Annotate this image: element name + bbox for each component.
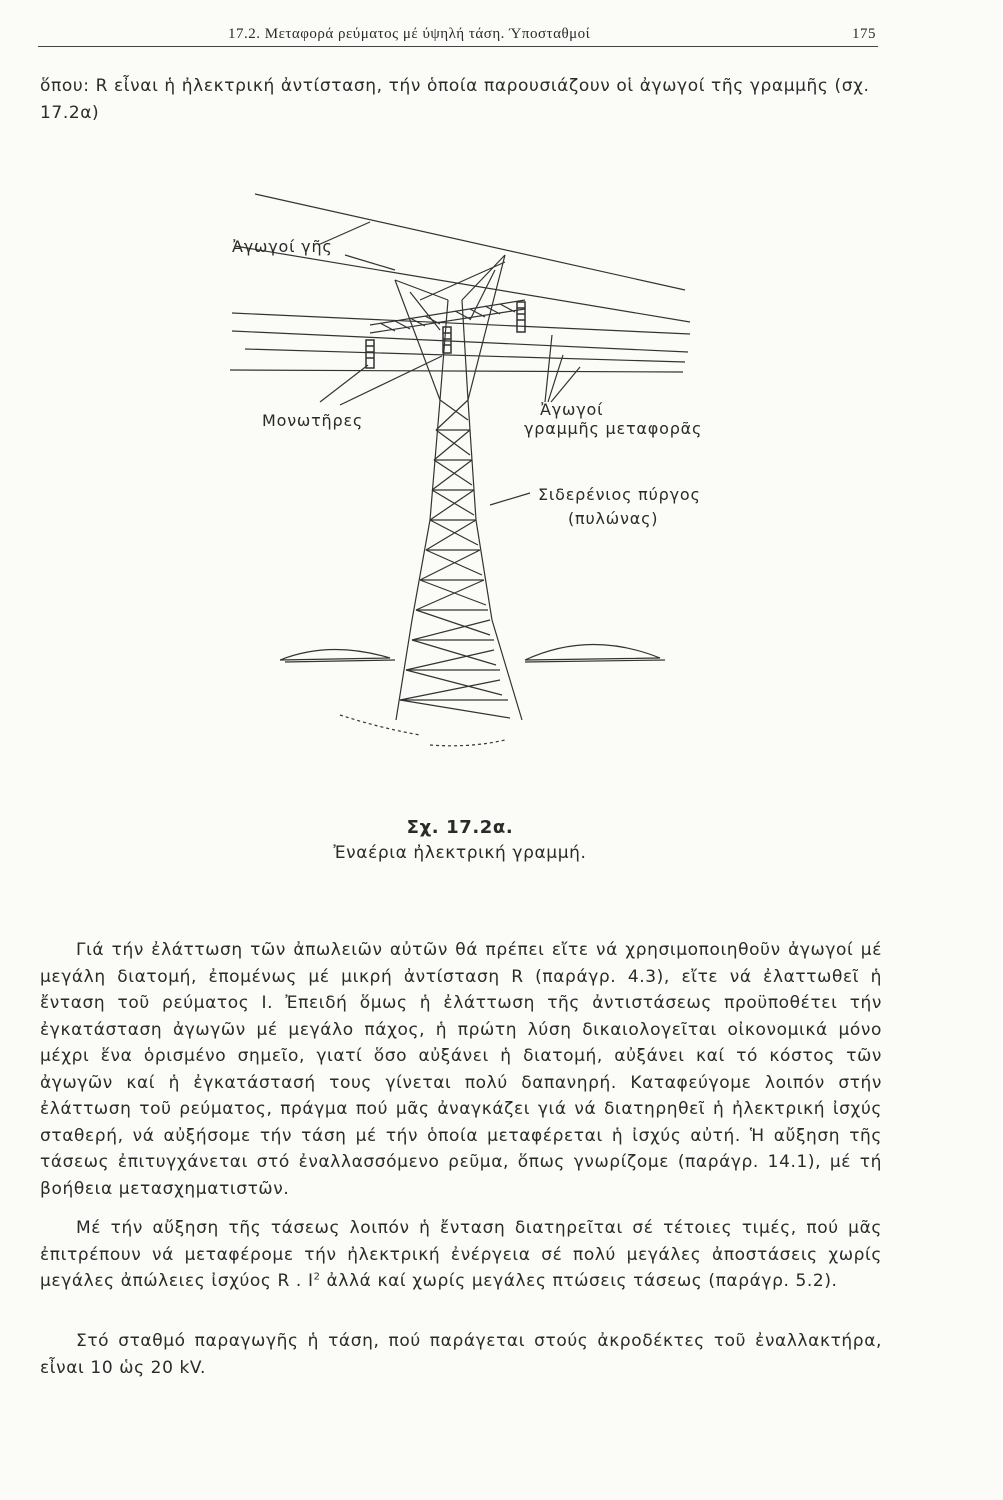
- power-superscript: 2: [313, 1271, 321, 1283]
- label-insulators: Μονωτῆρες: [262, 411, 364, 430]
- label-ground-wires: Ἀγωγοί γῆς: [232, 237, 333, 256]
- label-tower-2: (πυλώνας): [568, 509, 659, 528]
- conductor-line: [232, 313, 690, 334]
- hill-right: [525, 644, 660, 660]
- figure-caption-number: Σχ. 17.2α.: [406, 817, 514, 838]
- label-conductors-2: γραμμῆς μεταφορᾶς: [524, 419, 703, 438]
- insulator: [517, 302, 525, 332]
- hill-left: [280, 649, 390, 660]
- label-conductors-1: Ἀγωγοί: [540, 400, 604, 419]
- header-title: 17.2. Μεταφορά ρεύματος μέ ύψηλή τάση. Ύποσταθμοί: [228, 26, 591, 42]
- page-number: 175: [852, 26, 876, 42]
- conductor-line: [232, 331, 688, 352]
- body-paragraph-2: [40, 1215, 882, 1295]
- insulator: [366, 340, 374, 368]
- paragraph-2-text: Μέ τήν αὔξηση τῆς τάσεως λοιπόν ἡ ἔνταση διατηρεῖται σέ τέτοιες τιμές, πού μᾶς ἐπιτρέπουν νά μεταφέρομε τήν ἠλεκτρική ἐνέργεια σέ πολύ μεγάλες ἀποστάσεις χωρίς μεγάλες ἀπώλειες ἰσχύος R . I: [40, 1218, 882, 1291]
- paragraph-2-text-end: ἀλλά καί χωρίς μεγάλες πτώσεις τάσεως (παράγρ. 5.2).: [320, 1271, 838, 1291]
- body-paragraph-1: Γιά τήν ἐλάττωση τῶν ἀπωλειῶν αὐτῶν θά πρέπει εἴτε νά χρησιμοποιηθοῦν ἀγωγοί μέ μεγάλη διατομή, ἐπομένως μέ μικρή ἀντίσταση R (παράγρ. 4.3), εἴτε νά ἐλαττωθεῖ ἡ ἔνταση τοῦ ρεύματος I. Ἐπειδή ὅμως ἡ ἐλάττωση τῆς ἀντιστάσεως προϋποθέτει τήν ἐγκατάσταση ἀγωγῶν μέ μεγάλο πάχος, ἡ πρώτη λύση δικαιολογεῖται οἰκονομικά μόνο μέχρι ἕνα ὁρισμένο σημεῖο, γιατί ὅσο αὐξάνει ἡ διατομή, αὐξάνει καί τό κόστος τῶν ἀγωγῶν καί ἡ ἐγκατάστασή τους γίνεται πολύ δαπανηρή. Καταφεύγομε λοιπόν στήν ἐλάττωση τοῦ ρεύματος, πράγμα πού μᾶς ἀναγκάζει γιά νά διατηρηθεῖ ἡ ἠλεκτρική ἰσχύς σταθερή, νά αὐξήσομε τήν τάση μέ τήν ὁποία μεταφέρεται ἡ ἰσχύς αὐτή. Ἡ αὔξηση τῆς τάσεως ἐπιτυγχάνεται στό ἐναλλασσόμενο ρεῦμα, ὅπως γνωρίζομε (παράγρ. 14.1), μέ τή βοήθεια μετασχηματιστῶν.: [40, 940, 882, 1199]
- figure-caption-text: Ἐναέρια ἠλεκτρική γραμμή.: [333, 843, 587, 863]
- tower-left-leg: [395, 280, 440, 720]
- conductor-line: [230, 370, 683, 372]
- label-tower-1: Σιδερένιος πύργος: [538, 485, 701, 504]
- body-paragraph-3: Στό σταθμό παραγωγῆς ἡ τάση, πού παράγεται στούς ἀκροδέκτες τοῦ ἐναλλακτήρα, εἶναι 10 ὡς 20 kV.: [40, 1331, 882, 1378]
- intro-paragraph: ὅπου: R εἶναι ἡ ἠλεκτρική ἀντίσταση, τήν ὁποία παρουσιάζουν οἱ ἀγωγοί τῆς γραμμῆς (σχ. 17.2α): [40, 76, 870, 123]
